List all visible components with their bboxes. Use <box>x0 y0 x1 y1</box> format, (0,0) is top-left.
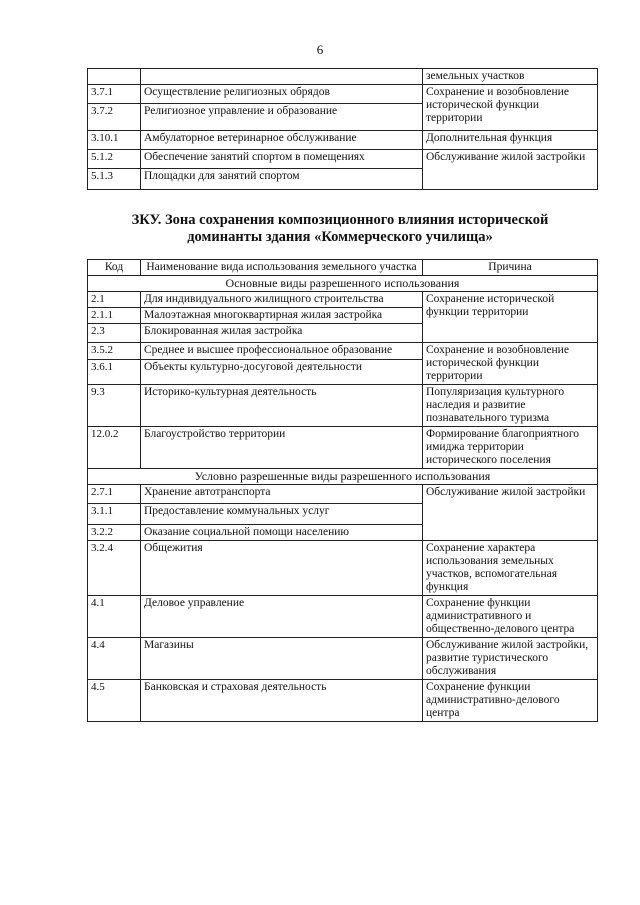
code-cell <box>88 69 141 85</box>
code-cell: 2.1.1 <box>88 308 141 324</box>
name-cell <box>141 69 423 85</box>
reason-cell: Сохранение и возобновление исторической функции территории <box>423 85 598 131</box>
name-cell: Банковская и страховая деятельность <box>141 680 423 722</box>
reason-cell: Дополнительная функция <box>423 131 598 150</box>
name-cell: Общежития <box>141 541 423 596</box>
name-cell: Осуществление религиозных обрядов <box>141 85 423 104</box>
reason-cell: Популяризация культурного наследия и развитие познавательного туризма <box>423 385 598 427</box>
code-cell: 5.1.3 <box>88 169 141 190</box>
name-cell: Объекты культурно-досуговой деятельности <box>141 360 423 385</box>
table-row <box>88 150 598 169</box>
table-row <box>88 385 598 427</box>
section-heading-line: ЗКУ. Зона сохранения композиционного влияния исторической <box>131 212 549 228</box>
code-cell: 12.0.2 <box>88 427 141 469</box>
table-row <box>88 638 598 680</box>
table-row <box>88 85 598 104</box>
group-header-row <box>88 469 598 485</box>
reason-cell: Сохранение и возобновление исторической функции территории <box>423 343 598 385</box>
name-cell: Деловое управление <box>141 596 423 638</box>
group-heading-conditional: Условно разрешенные виды разрешенного использования <box>88 469 598 485</box>
code-cell: 4.5 <box>88 680 141 722</box>
reason-cell: Формирование благоприятного имиджа территории исторического поселения <box>423 427 598 469</box>
page-number: 6 <box>316 42 324 57</box>
name-cell: Амбулаторное ветеринарное обслуживание <box>141 131 423 150</box>
name-cell: Оказание социальной помощи населению <box>141 525 423 541</box>
name-cell: Малоэтажная многоквартирная жилая застройка <box>141 308 423 324</box>
table-row <box>88 680 598 722</box>
code-cell: 4.1 <box>88 596 141 638</box>
code-cell: 3.6.1 <box>88 360 141 385</box>
group-heading-basic: Основные виды разрешенного использования <box>88 276 598 292</box>
code-cell: 3.2.4 <box>88 541 141 596</box>
code-cell: 3.5.2 <box>88 343 141 360</box>
table-row <box>88 596 598 638</box>
code-cell: 3.7.1 <box>88 85 141 104</box>
column-header-reason: Причина <box>423 260 598 276</box>
section-heading <box>70 212 610 246</box>
reason-cell: Обслуживание жилой застройки <box>423 150 598 190</box>
group-header-row <box>88 276 598 292</box>
code-cell: 3.1.1 <box>88 504 141 525</box>
table-row <box>88 292 598 308</box>
continuation-table <box>87 68 598 190</box>
table-row <box>88 541 598 596</box>
name-cell: Блокированная жилая застройка <box>141 324 423 343</box>
reason-cell: земельных участков <box>423 69 598 85</box>
table-header-row <box>88 260 598 276</box>
reason-cell: Сохранение функции административного и общественно-делового центра <box>423 596 598 638</box>
name-cell: Для индивидуального жилищного строительства <box>141 292 423 308</box>
table-row <box>88 343 598 360</box>
reason-cell: Сохранение исторической функции территории <box>423 292 598 343</box>
table-row <box>88 69 598 85</box>
table-row <box>88 131 598 150</box>
code-cell: 2.3 <box>88 324 141 343</box>
column-header-code: Код <box>88 260 141 276</box>
name-cell: Хранение автотранспорта <box>141 485 423 504</box>
code-cell: 5.1.2 <box>88 150 141 169</box>
name-cell: Среднее и высшее профессиональное образование <box>141 343 423 360</box>
code-cell: 2.7.1 <box>88 485 141 504</box>
code-cell: 9.3 <box>88 385 141 427</box>
reason-cell: Сохранение характера использования земельных участков, вспомогательная функция <box>423 541 598 596</box>
name-cell: Площадки для занятий спортом <box>141 169 423 190</box>
name-cell: Благоустройство территории <box>141 427 423 469</box>
section-heading-line: доминанты здания «Коммерческого училища» <box>187 229 493 245</box>
name-cell: Историко-культурная деятельность <box>141 385 423 427</box>
name-cell: Религиозное управление и образование <box>141 104 423 131</box>
code-cell: 4.4 <box>88 638 141 680</box>
reason-cell: Обслуживание жилой застройки, развитие туристического обслуживания <box>423 638 598 680</box>
name-cell: Магазины <box>141 638 423 680</box>
name-cell: Предоставление коммунальных услуг <box>141 504 423 525</box>
column-header-name: Наименование вида использования земельного участка <box>141 260 423 276</box>
land-use-table <box>87 259 598 722</box>
table-row <box>88 427 598 469</box>
code-cell: 2.1 <box>88 292 141 308</box>
code-cell: 3.10.1 <box>88 131 141 150</box>
reason-cell: Сохранение функции административно-делового центра <box>423 680 598 722</box>
code-cell: 3.7.2 <box>88 104 141 131</box>
code-cell: 3.2.2 <box>88 525 141 541</box>
reason-cell: Обслуживание жилой застройки <box>423 485 598 541</box>
table-row <box>88 485 598 504</box>
name-cell: Обеспечение занятий спортом в помещениях <box>141 150 423 169</box>
